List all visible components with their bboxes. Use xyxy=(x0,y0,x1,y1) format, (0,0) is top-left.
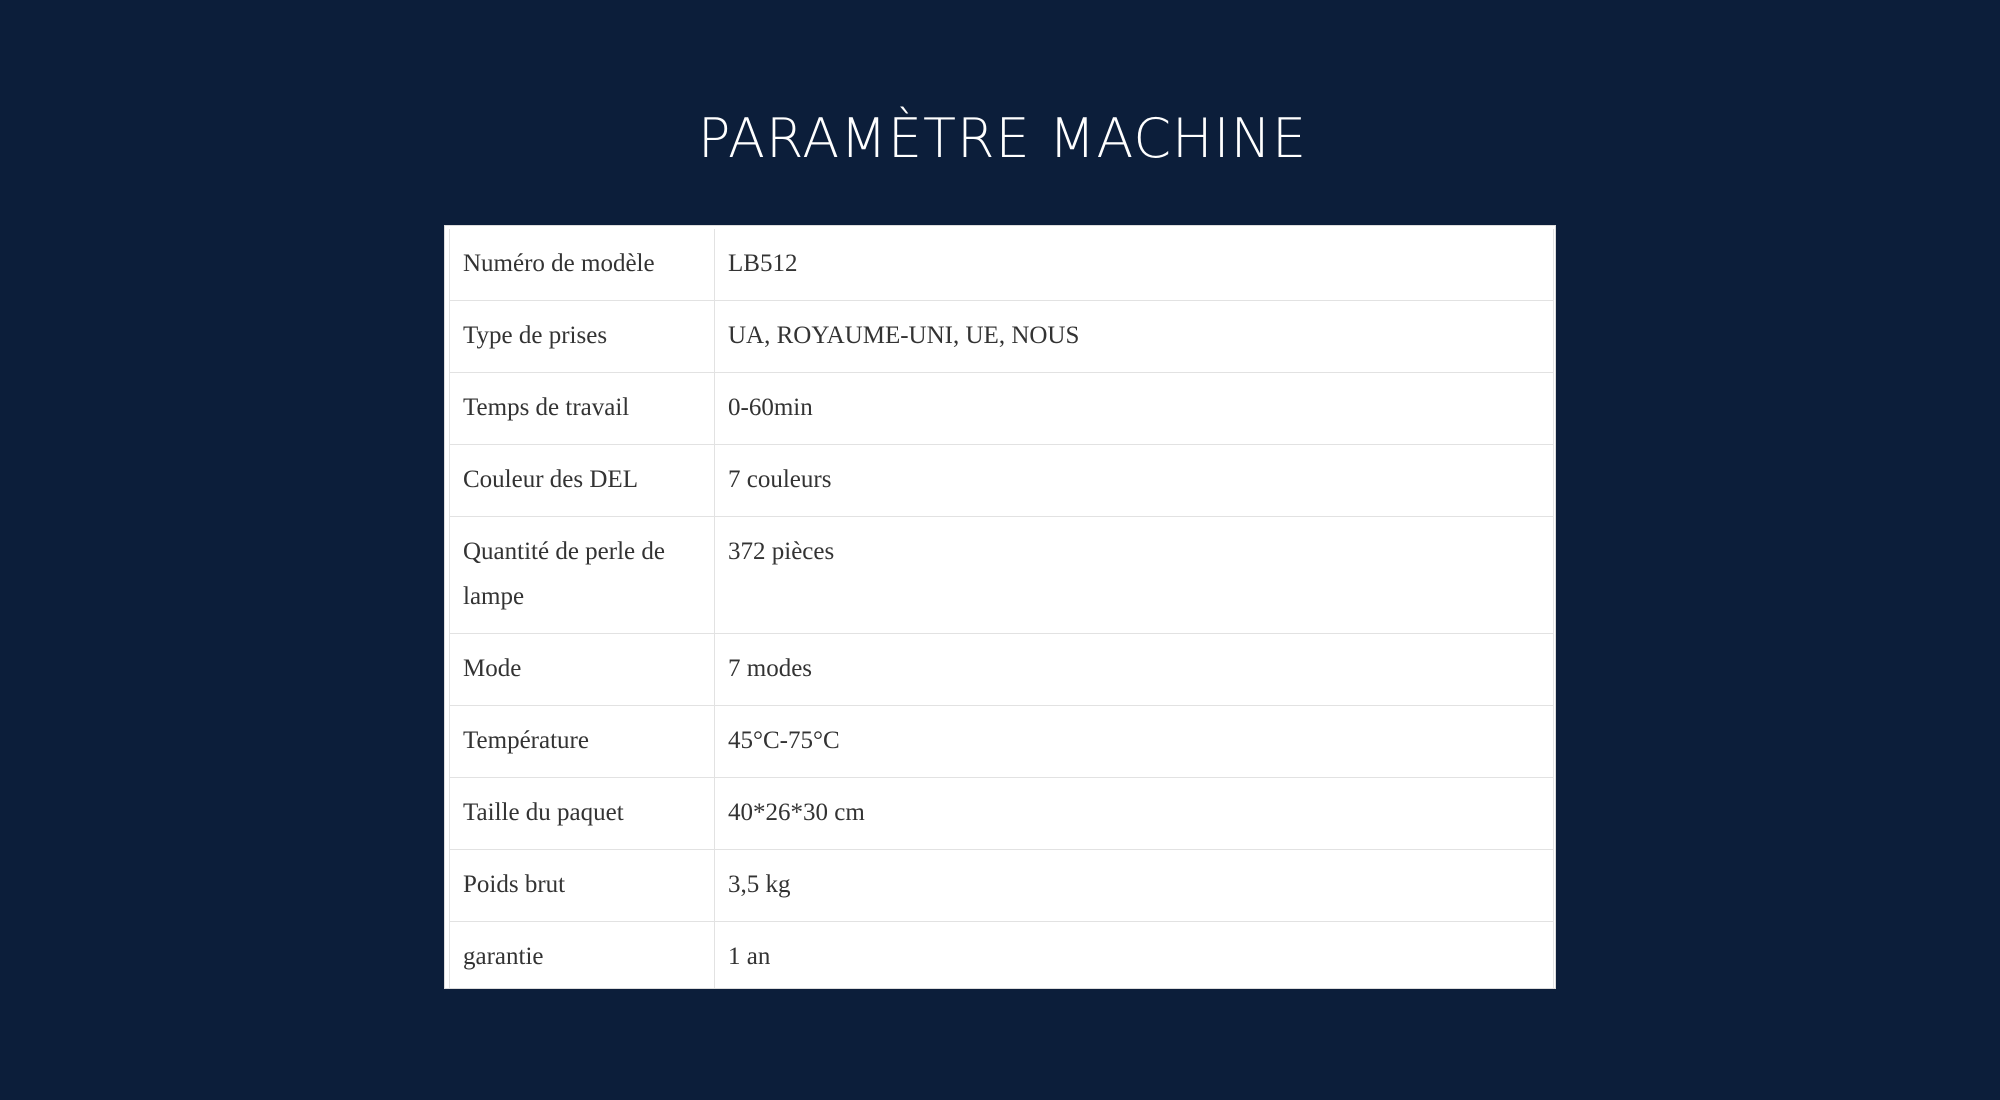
spec-row-temperature xyxy=(450,706,1554,778)
spec-value: 45°C-75°C xyxy=(715,706,1554,778)
spec-label: Temps de travail xyxy=(450,373,715,445)
spec-value: 7 modes xyxy=(715,634,1554,706)
spec-row-working-time xyxy=(450,373,1554,445)
spec-row-plug-type xyxy=(450,301,1554,373)
spec-table-card xyxy=(444,225,1556,989)
spec-value: 1 an xyxy=(715,922,1554,990)
spec-label: Quantité de perle de lampe xyxy=(450,517,715,634)
spec-label: Type de prises xyxy=(450,301,715,373)
spec-value: 3,5 kg xyxy=(715,850,1554,922)
spec-value: LB512 xyxy=(715,229,1554,301)
spec-value: UA, ROYAUME-UNI, UE, NOUS xyxy=(715,301,1554,373)
spec-row-led-color xyxy=(450,445,1554,517)
spec-label: Mode xyxy=(450,634,715,706)
spec-row-warranty xyxy=(450,922,1554,990)
spec-row-package-size xyxy=(450,778,1554,850)
spec-value: 7 couleurs xyxy=(715,445,1554,517)
spec-label: Poids brut xyxy=(450,850,715,922)
spec-label: garantie xyxy=(450,922,715,990)
spec-value: 372 pièces xyxy=(715,517,1554,634)
spec-label: Numéro de modèle xyxy=(450,229,715,301)
spec-row-lamp-bead-quantity xyxy=(450,517,1554,634)
spec-row-gross-weight xyxy=(450,850,1554,922)
page-title: PARAMÈTRE MACHINE xyxy=(697,107,1308,170)
spec-label: Taille du paquet xyxy=(450,778,715,850)
spec-label: Couleur des DEL xyxy=(450,445,715,517)
spec-row-model-number xyxy=(450,229,1554,301)
spec-table xyxy=(449,229,1554,989)
spec-value: 40*26*30 cm xyxy=(715,778,1554,850)
spec-row-mode xyxy=(450,634,1554,706)
spec-value: 0-60min xyxy=(715,373,1554,445)
spec-label: Température xyxy=(450,706,715,778)
